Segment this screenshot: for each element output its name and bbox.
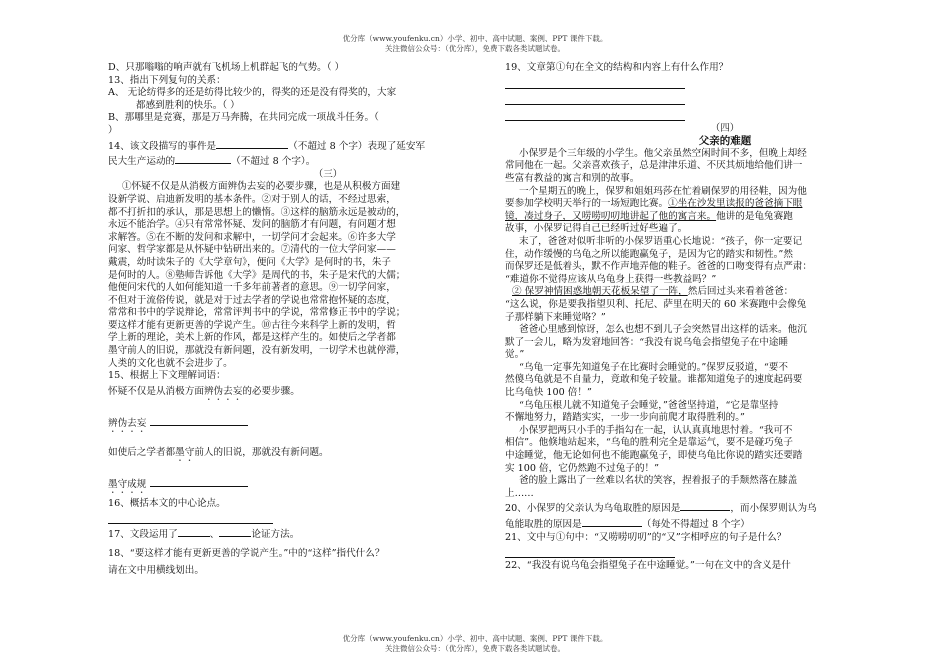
- passage-line: 要这样才能有更新更善的学说产生。⑩古往今来科学上新的发明，哲: [108, 319, 396, 331]
- q20-blank-1[interactable]: [680, 500, 730, 511]
- q13-option-b-cont: ）: [108, 124, 118, 136]
- story-line: 末了，爸爸对似听非听的小保罗语重心长地说：“孩子，你一定要记: [519, 235, 803, 247]
- section-4-heading: （四）: [710, 122, 740, 134]
- story-line: 实 100 倍，它仍然跑不过兔子的！”: [505, 462, 660, 474]
- underlined-sentence-2: ② 保罗神情困惑地朝天花板呆望了一阵，: [512, 286, 688, 298]
- story-line: 上……: [505, 487, 534, 499]
- passage-line: 不但对于流俗传说，就是对于过去学者的学说也常常抱怀疑的态度，: [108, 294, 396, 306]
- story-line: “乌龟一定事先知道兔子在比赛时会睡觉的。”保罗反驳道，“要不: [519, 361, 788, 373]
- passage-line: 常常和书中的学说辩论，常常评判书中的学说，常常修正书中的学说；: [108, 307, 406, 319]
- story-line: 要参加学校明天举行的一场短跑比赛。: [505, 198, 669, 210]
- story-line: 而保罗还是低着头，默不作声地弄他的鞋子。爸爸的口吻变得有点严肃：: [505, 261, 812, 273]
- q13-stem: 13、指出下列复句的关系：: [108, 74, 226, 86]
- story-line: 中途睡觉，他无论如何也不能跑赢兔子，即使乌龟比你说的踏实还要踏: [505, 450, 803, 462]
- page-footer: [0, 634, 950, 654]
- story-line: 小保罗是个三年级的小学生。他父亲虽然空闲时间不多，但晚上却经: [519, 147, 807, 159]
- passage-line: 设新学说、启迪新发明的基本条件。②对于别人的话，不经过思索，: [108, 193, 396, 205]
- q13-option-a-cont: 都感到胜利的快乐。（ ）: [136, 99, 240, 111]
- q13-option-b: B、那哪里是竞赛，那是万马奔腾，在共同完成一项战斗任务。（: [108, 112, 379, 124]
- q15-blank-1[interactable]: [150, 415, 248, 426]
- footer-line-1: 优分库（www.youfenku.cn）小学、初中、高中试题、案例、PPT 课件下载。: [342, 634, 608, 643]
- q20-text-a: 20、小保罗的父亲认为乌龟取胜的原因是: [505, 503, 681, 515]
- story-title: 父亲的难题: [698, 135, 752, 148]
- section-3-heading: （三）: [313, 168, 343, 180]
- q22-stem: 22、“我没有说乌龟会指望兔子在中途睡觉。”一句在文中的含义是什: [505, 560, 791, 572]
- q20-text-c: 龟能取胜的原因是: [505, 519, 582, 530]
- passage-line: 问家、哲学家都是从怀疑中钻研出来的。⑦清代的一位大学问家——: [108, 244, 396, 256]
- q16-stem: 16、概括本文的中心论点。: [108, 497, 226, 509]
- story-line: 比乌龟快 100 倍！”: [505, 387, 592, 399]
- q15-sentence-2-term: 墨守: [175, 446, 195, 458]
- passage-line: ①怀疑不仅是从消极方面辨伪去妄的必要步骤，也是从积极方面建: [122, 181, 401, 193]
- q14-text-d: （不超过 8 个字）。: [231, 156, 316, 168]
- q14-text-c: 民大生产运动的: [108, 156, 176, 168]
- story-line: 他讲的是龟兔赛跑: [716, 210, 793, 222]
- q15-blank-2[interactable]: [150, 476, 248, 487]
- passage-line: 永远不能治学。④只有常常怀疑、发问的脑筋才有问题，有问题才想: [108, 219, 396, 231]
- story-line: 爸爸心里感到惊讶，怎么也想不到儿子会突然冒出这样的话来。他沉: [519, 324, 807, 336]
- passage-line: 都不打折扣的承认，那是思想上的懒惰。③这样的脑筋永远是被动的，: [108, 206, 406, 218]
- passage-line: 他便问宋代的人如何能知道一千多年前著者的意思。⑨一切学问家，: [108, 282, 396, 294]
- q16-answer-line[interactable]: [108, 510, 273, 524]
- passage-line: 求解答。⑤在不断的发问和求解中，一切学问才会起来。⑥许多大学: [108, 231, 396, 243]
- q15-sentence-1c: 的必要步骤。: [242, 385, 300, 397]
- story-line: 小保罗把两只小手的手指勾在一起，认认真真地思忖着。“我可不: [519, 424, 793, 436]
- passage-line: 是何时的人。⑧塾师告诉他《大学》是周代的书，朱子是宋代的大儒；: [108, 269, 406, 281]
- story-line: 默了一会儿，略为发窘地回答：“我没有说乌龟会指望兔子在中途睡: [505, 336, 789, 348]
- story-line: 然傻乌龟就是不自量力，竟敢和兔子较量。谁都知道兔子的速度起码要: [505, 374, 803, 386]
- underlined-sentence-1-cont: 镜，凑过身子，又唠唠叨叨地讲起了他的寓言来。: [505, 210, 717, 222]
- q21-stem: 21、文中与①句中：“又唠唠叨叨”的“又”字相呼应的句子是什么？: [505, 531, 787, 543]
- story-line: 爸的脸上露出了一丝难以名状的笑容，捏着报子的手颓然落在膝盖: [519, 475, 798, 487]
- footer-line-2: 关注微信公众号：（优分库），免费下载各类试题试卷。: [385, 644, 565, 653]
- header-line-1: 优分库（www.youfenku.cn）小学、初中、高中试题、案例、PPT 课件下载。: [342, 34, 608, 43]
- story-line: 住，动作缓慢的乌龟之所以能跑赢兔子，是因为它的踏实和韧性。”然: [505, 248, 793, 260]
- q15-sentence-1a: 怀疑不仅是从消极方面: [108, 385, 204, 397]
- q19-stem: 19、文章第①句在全文的结构和内容上有什么作用？: [505, 62, 729, 73]
- passage-line: 学上新的理论，美术上新的作风，都是这样产生的。如使后之学者都: [108, 332, 396, 344]
- story-line: 觉。”: [505, 349, 525, 361]
- q19-answer-line-3[interactable]: [505, 107, 685, 121]
- q15-sentence-2a: 如使后之学者都: [108, 446, 176, 458]
- story-line: 不懈地努力，踏踏实实，一步一步向前爬才取得胜利的。”: [505, 412, 745, 424]
- story-line: 一个星期五的晚上，保罗和姐姐玛莎在忙着刷保罗的用径鞋，因为他: [519, 185, 807, 197]
- story-line: 常同他在一起。父亲喜欢孩子，总是津津乐道、不厌其烦地给他们讲一: [505, 160, 803, 172]
- q15-sentence-1-term: 辨伪去妄: [203, 385, 243, 397]
- q20-text-b: ，而小保罗则认为乌: [730, 503, 817, 515]
- q13-option-a: A、 无论纺得多的还是纺得比较少的，得奖的还是没有得奖的，大家: [108, 87, 397, 99]
- q15-stem: 15、根据上下文理解词语：: [108, 370, 226, 382]
- q20-blank-2[interactable]: [582, 516, 642, 527]
- q18-stem: 18、“要这样才能有更新更善的学说产生。”中的“这样”指代什么？: [108, 548, 385, 560]
- q14-blank-1[interactable]: [216, 138, 288, 149]
- story-line: 相信”。他倏地站起来，“乌龟的胜利完全是靠运气，要不是碰巧兔子: [505, 437, 794, 449]
- q14-text-a: 14、该文段描写的事件是: [108, 140, 217, 152]
- q17-text-c: 论证方法。: [251, 529, 300, 541]
- q17-text-b: 、: [209, 529, 220, 541]
- passage-line: 人类的文化也就不会进步了。: [108, 357, 233, 369]
- q14-line-1: [108, 138, 548, 154]
- story-line: “这么说，你是要我指望贝利、托尼、萨里在明天的 60 米赛跑中会像兔: [505, 298, 807, 310]
- story-line: 然后回过头来看着爸爸：: [687, 286, 794, 298]
- story-line: 故事，小保罗记得自己已经听过好些遍了。: [505, 223, 688, 235]
- q17-blank-1[interactable]: [178, 526, 210, 537]
- q14-line-2: [108, 153, 548, 169]
- q12-option-d: D、只那嗡嗡的响声就有飞机场上机群起飞的气势。（ ）: [108, 62, 345, 73]
- passage-line: 墨守前人的旧说，那就没有新问题，没有新发明，一切学术也就停滞，: [108, 345, 406, 357]
- q18-instruction: 请在文中用横线划出。: [108, 564, 204, 576]
- q19-answer-line-2[interactable]: [505, 91, 685, 105]
- q20-text-d: （每处不得超过 8 个字）: [641, 519, 750, 530]
- story-line: “难道你不觉得应该从乌龟身上获得一些教益吗？”: [505, 273, 717, 285]
- q17-text-a: 17、文段运用了: [108, 529, 178, 541]
- q15-sentence-2c: 前人的旧说，那就没有新问题。: [194, 446, 329, 458]
- right-column: [505, 62, 945, 573]
- q21-answer-line[interactable]: [505, 544, 675, 558]
- story-line: 子那样躺下来睡觉咯？”: [505, 311, 606, 323]
- passage-line: 戴震，幼时读朱子的《大学章句》，便问《大学》是何时的书，朱子: [108, 256, 392, 268]
- story-line: “乌龟压根儿就不知道兔子会睡觉，”爸爸坚持道，“它是靠坚持: [519, 399, 779, 411]
- q14-text-b: （不超过 8 个字）表现了延安军: [288, 140, 426, 152]
- q19-answer-line-1[interactable]: [505, 75, 685, 89]
- q17-blank-2[interactable]: [219, 526, 251, 537]
- story-line: 些富有教益的寓言和別的故事。: [505, 172, 640, 184]
- q14-blank-2[interactable]: [175, 153, 231, 164]
- q15-word-1: 辨伪去妄: [108, 417, 147, 429]
- q15-word-2: 墨守成规: [108, 478, 147, 490]
- page-header: [0, 34, 950, 54]
- underlined-sentence-1: ①坐在沙发里读报的爸爸摘下眼: [668, 198, 803, 210]
- header-line-2: 关注微信公众号：（优分库），免费下载各类试题试卷。: [385, 44, 565, 53]
- left-column: [108, 62, 548, 577]
